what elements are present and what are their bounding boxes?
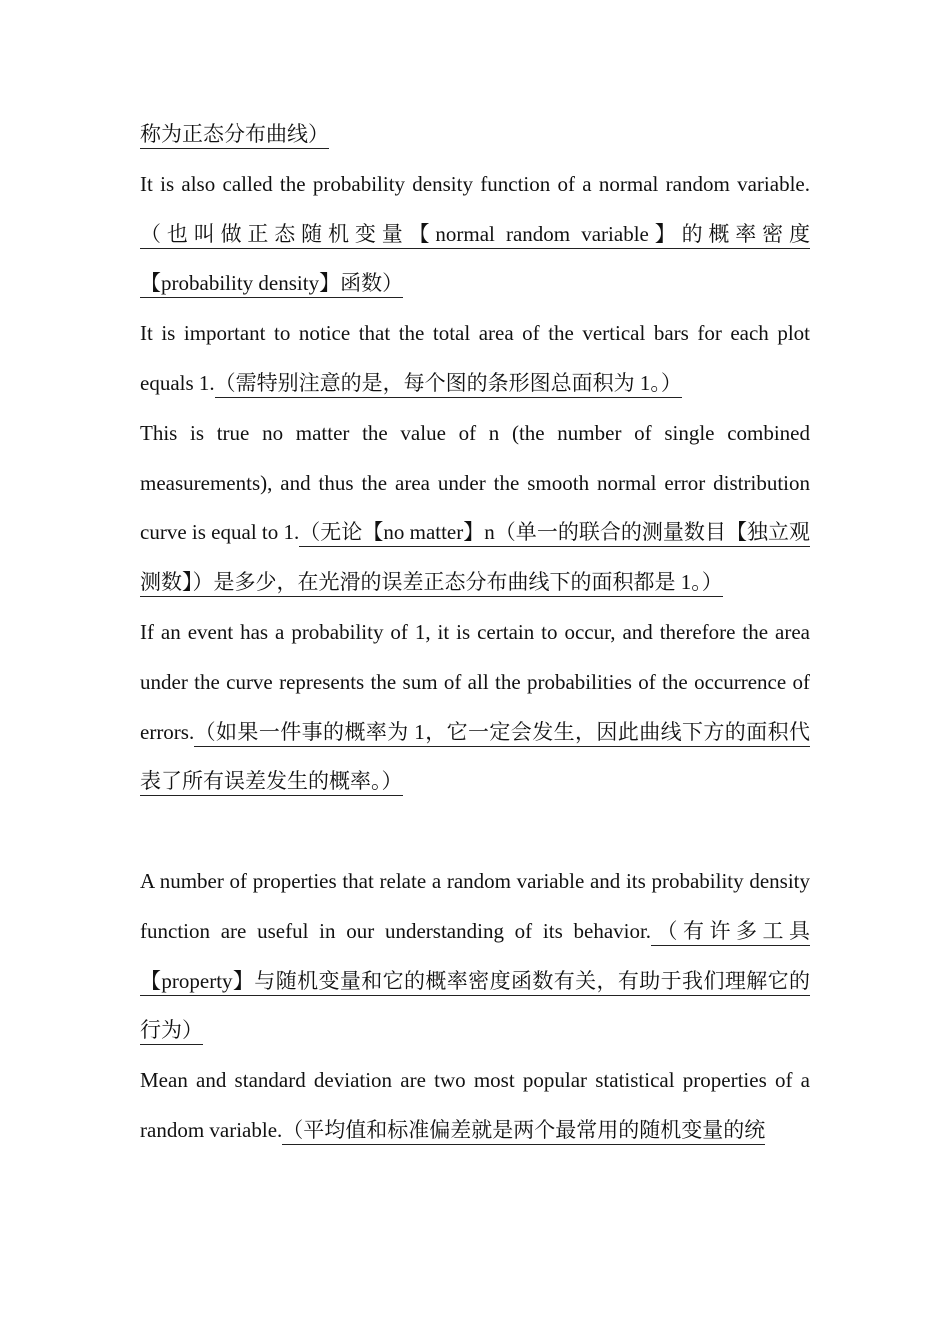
paragraph-4 (140, 409, 810, 608)
english-sentence: A number of properties that relate a random variable and its probability density function are useful in our understanding of its behavior. (140, 868, 810, 943)
chinese-translation: （平均值和标准偏差就是两个最常用的随机变量的统 (282, 1118, 765, 1145)
chinese-translation: （如果一件事的概率为 1，它一定会发生，因此曲线下方的面积代表了所有误差发生的概率。） (140, 720, 810, 797)
paragraph-3 (140, 309, 810, 409)
document-page (140, 110, 810, 1156)
paragraph-7 (140, 1056, 810, 1156)
paragraph-2 (140, 160, 810, 309)
paragraph-6 (140, 857, 810, 1056)
chinese-translation: （有许多工具【property】与随机变量和它的概率密度函数有关，有助于我们理解它的行为） (140, 919, 810, 1046)
paragraph-1 (140, 110, 810, 160)
chinese-translation: （也叫做正态随机变量【normal random variable】的概率密度【probability density】函数） (140, 222, 810, 299)
english-sentence: This is true no matter the value of n (the number of single combined measurements), and thus the area under the smooth normal error distribution curve is equal to 1. (140, 420, 810, 545)
paragraph-5 (140, 608, 810, 807)
english-sentence: Mean and standard deviation are two most popular statistical properties of a random variable. (140, 1068, 810, 1142)
chinese-translation: （无论【no matter】n（单一的联合的测量数目【独立观测数】）是多少，在光滑的误差正态分布曲线下的面积都是 1。） (140, 520, 810, 597)
english-sentence: If an event has a probability of 1, it is certain to occur, and therefore the area under the curve represents the sum of all the probabilities of the occurrence of errors. (140, 619, 810, 744)
chinese-translation: 称为正态分布曲线） (140, 122, 329, 149)
chinese-translation: （需特别注意的是，每个图的条形图总面积为 1。） (215, 371, 682, 398)
blank-line (140, 807, 810, 857)
english-sentence: It is also called the probability density function of a normal random variable. (140, 171, 810, 196)
english-sentence: It is important to notice that the total area of the vertical bars for each plot equals 1. (140, 321, 810, 395)
